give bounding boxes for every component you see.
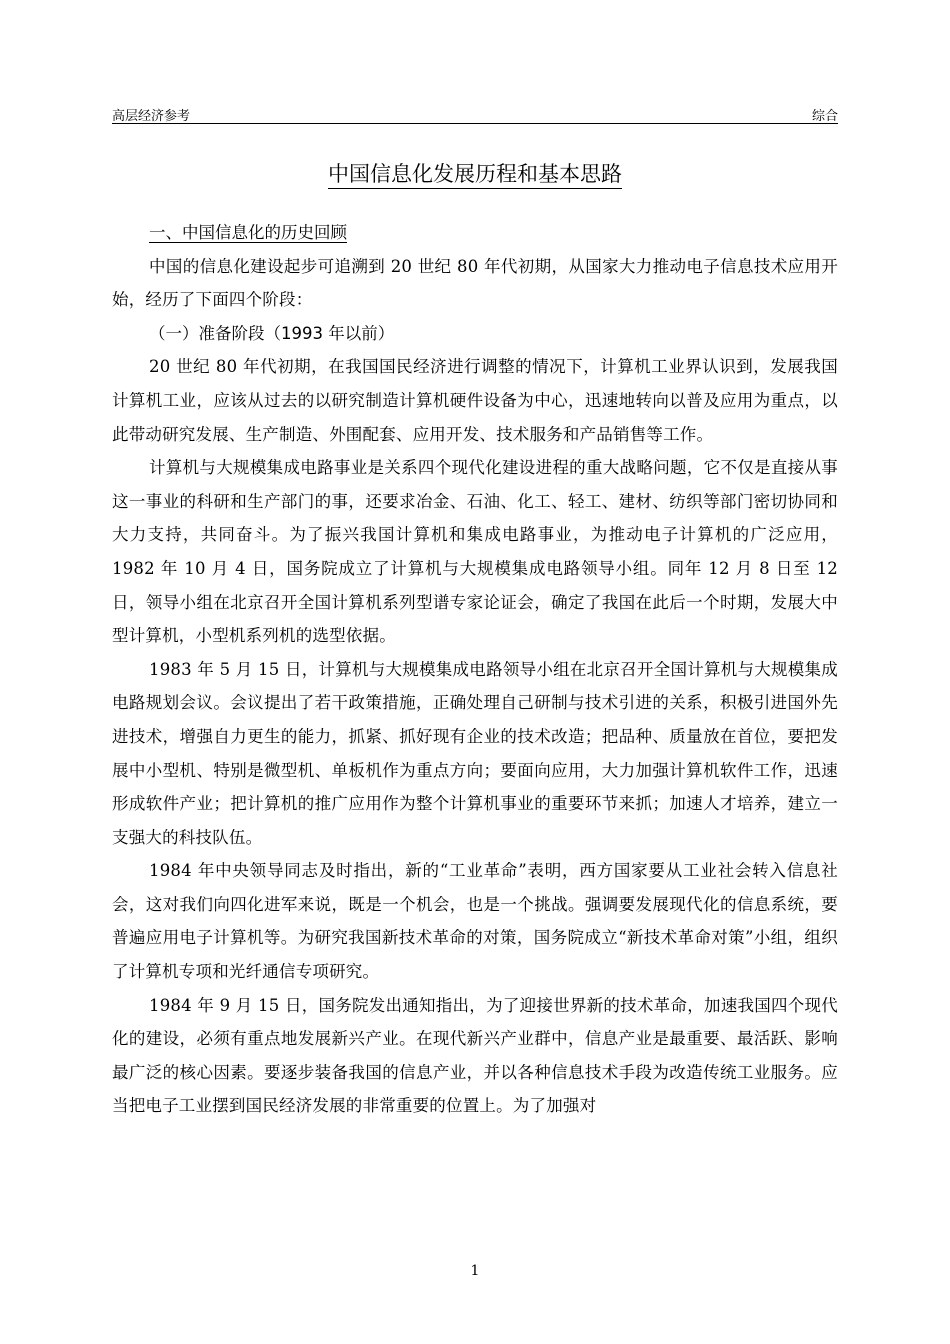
document-title-text: 中国信息化发展历程和基本思路 xyxy=(328,162,622,189)
paragraph-intro: 中国的信息化建设起步可追溯到 20 世纪 80 年代初期，从国家大力推动电子信息技术应用开始，经历了下面四个阶段： xyxy=(112,256,838,310)
section-heading xyxy=(112,216,838,250)
paragraph-4: 1984 年中央领导同志及时指出，新的“工业革命”表明，西方国家要从工业社会转入信息社会，这对我们向四化进军来说，既是一个机会，也是一个挑战。强调要发展现代化的信息系统，要普遍应用电子计算机等。为研究我国新技术革命的对策，国务院成立“新技术革命对策”小组，组织了计算机专项和光纤通信专项研究。 xyxy=(112,861,838,982)
document-body xyxy=(112,216,838,1123)
page-number: 1 xyxy=(470,1263,480,1279)
paragraph-5: 1984 年 9 月 15 日，国务院发出通知指出，为了迎接世界新的技术革命，加速我国四个现代化的建设，必须有重点地发展新兴产业。在现代新兴产业群中，信息产业是最重要、最活跃、影响最广泛的核心因素。要逐步装备我国的信息产业，并以各种信息技术手段为改造传统工业服务。应当把电子工业摆到国民经济发展的非常重要的位置上。为了加强对 xyxy=(112,995,838,1116)
running-header xyxy=(112,103,838,124)
section-heading-text: 一、中国信息化的历史回顾 xyxy=(149,223,347,242)
paragraph-2: 计算机与大规模集成电路事业是关系四个现代化建设进程的重大战略问题，它不仅是直接从事这一事业的科研和生产部门的事，还要求冶金、石油、化工、轻工、建材、纺织等部门密切协同和大力支持，共同奋斗。为了振兴我国计算机和集成电路事业，为推动电子计算机的广泛应用，1982 年 10 月 4 日，国务院成立了计算机与大规模集成电路领导小组。同年 12 月 8 日至 12 日，领导小组在北京召开全国计算机系列型谱专家论证会，确定了我国在此后一个时期，发展大中型计算机，小型机系列机的选型依据。 xyxy=(112,458,838,646)
header-publication: 高层经济参考 xyxy=(112,109,191,124)
paragraph-3: 1983 年 5 月 15 日，计算机与大规模集成电路领导小组在北京召开全国计算机与大规模集成电路规划会议。会议提出了若干政策措施，正确处理自己研制与技术引进的关系，积极引进国外先进技术，增强自力更生的能力，抓紧、抓好现有企业的技术改造；把品种、质量放在首位，要把发展中小型机、特别是微型机、单板机作为重点方向；要面向应用，大力加强计算机软件工作，迅速形成软件产业；把计算机的推广应用作为整个计算机事业的重要环节来抓；加速人才培养，建立一支强大的科技队伍。 xyxy=(112,659,838,847)
paragraph-1: 20 世纪 80 年代初期，在我国国民经济进行调整的情况下，计算机工业界认识到，发展我国计算机工业，应该从过去的以研究制造计算机硬件设备为中心，迅速地转向以普及应用为重点，以此带动研究发展、生产制造、外围配套、应用开发、技术服务和产品销售等工作。 xyxy=(112,357,838,444)
header-category: 综合 xyxy=(811,109,838,124)
document-title xyxy=(0,158,950,188)
subsection-heading: （一）准备阶段（1993 年以前） xyxy=(149,323,395,343)
